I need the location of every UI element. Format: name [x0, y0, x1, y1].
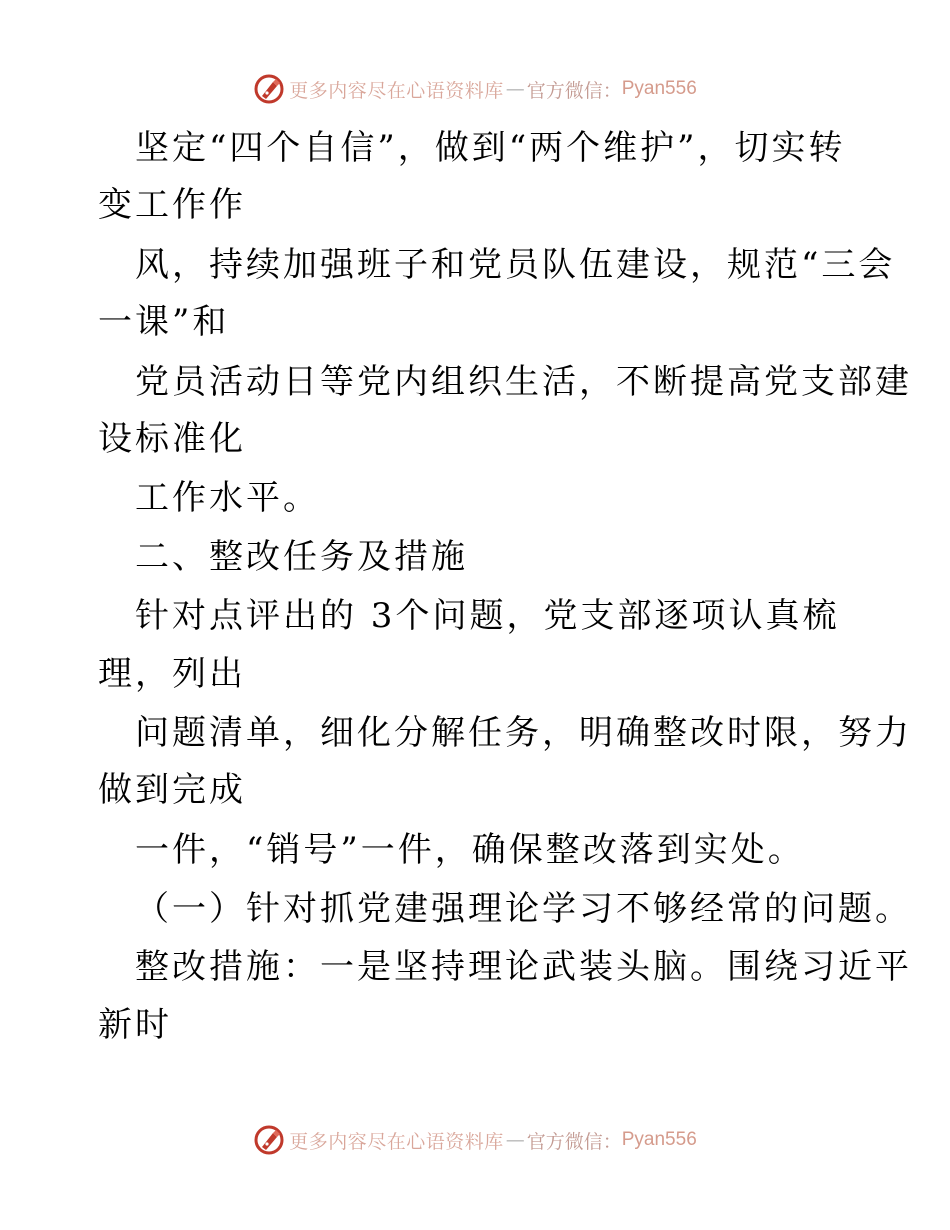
body-line-15: 整改措施：一是坚持理论武装头脑。围绕习近平: [135, 947, 912, 987]
site-name-text: 更多内容尽在心语资料库: [289, 79, 504, 102]
body-line-12: 做到完成: [98, 770, 246, 810]
wechat-id: Pyan556: [621, 78, 697, 99]
body-line-4: 一课”和: [98, 302, 230, 342]
body-line-16: 新时: [98, 1005, 172, 1045]
subsection-heading: （一）针对抓党建强理论学习不够经常的问题。: [135, 889, 912, 929]
body-line-9: 针对点评出的 3个问题，党支部逐项认真梳: [135, 596, 840, 636]
banner-separator: —: [505, 1129, 525, 1151]
banner-separator: —: [505, 78, 525, 100]
body-line-11: 问题清单，细化分解任务，明确整改时限，努力: [135, 713, 912, 753]
pen-nib-circle-icon: [253, 1124, 285, 1156]
wechat-label: 官方微信：: [526, 1130, 622, 1153]
body-line-10: 理，列出: [98, 654, 246, 694]
site-name-text: 更多内容尽在心语资料库: [289, 1130, 504, 1153]
pen-nib-circle-icon: [253, 73, 285, 105]
section-heading: 二、整改任务及措施: [135, 537, 468, 577]
body-line-3: 风，持续加强班子和党员队伍建设，规范“三会: [135, 245, 896, 285]
body-line-5: 党员活动日等党内组织生活，不断提高党支部建: [135, 362, 912, 402]
body-line-6: 设标准化: [98, 419, 246, 459]
wechat-id: Pyan556: [621, 1129, 697, 1150]
wechat-label: 官方微信：: [526, 79, 622, 102]
body-line-7: 工作水平。: [135, 478, 320, 518]
footer-watermark: [0, 1122, 950, 1158]
body-line-2: 变工作作: [98, 185, 246, 225]
body-line-1: 坚定“四个自信”，做到“两个维护”，切实转: [135, 128, 846, 168]
body-line-13: 一件，“销号”一件，确保整改落到实处。: [135, 830, 805, 870]
header-watermark: [0, 71, 950, 107]
